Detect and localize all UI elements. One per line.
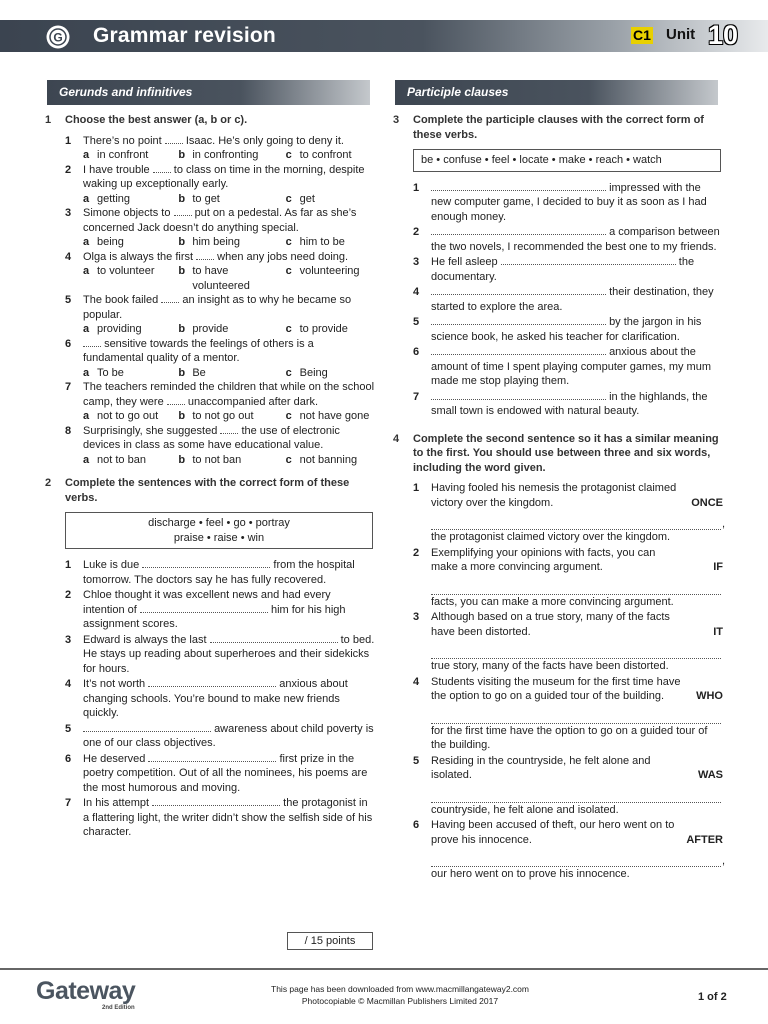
- question-item: [45, 337, 375, 366]
- exercise-2-list: [45, 558, 375, 840]
- option-c[interactable]: [286, 366, 375, 381]
- answer-blank[interactable]: [152, 796, 280, 806]
- answer-blank[interactable]: [220, 424, 238, 434]
- option-letter: a: [83, 192, 90, 205]
- option-c[interactable]: [286, 453, 375, 468]
- question-item: [393, 345, 723, 389]
- option-text: to not ban: [192, 453, 242, 466]
- option-a[interactable]: [83, 453, 178, 468]
- question-text: awareness about child poverty is one of our class objectives.: [83, 722, 374, 749]
- question-number: 6: [65, 752, 72, 765]
- unit-label: Unit: [666, 26, 696, 43]
- option-b[interactable]: [178, 148, 285, 163]
- brand-edition: 2nd Edition: [102, 1005, 135, 1011]
- question-number: 5: [413, 754, 420, 767]
- page-number: 1 of 2: [698, 991, 727, 1003]
- completion-text: facts, you can make a more convincing argument.: [431, 595, 674, 608]
- gear-logo-icon: [45, 24, 71, 50]
- question-item: [45, 796, 375, 840]
- key-word: IT: [713, 625, 723, 638]
- key-word: IF: [713, 561, 723, 573]
- key-word: WHO: [696, 690, 723, 702]
- option-text: providing: [97, 323, 142, 335]
- question-text: anxious about changing schools. You’re bound to make new friends quickly.: [83, 678, 348, 719]
- option-c[interactable]: [286, 148, 375, 163]
- question-number: 4: [65, 678, 72, 690]
- question-item: [45, 293, 375, 322]
- question-text: from the hospital tomorrow. The doctors say he has fully recovered.: [83, 559, 355, 586]
- option-c[interactable]: [286, 409, 375, 424]
- question-number: 5: [65, 722, 72, 735]
- answer-blank[interactable]: [431, 315, 606, 325]
- option-text: to confront: [299, 149, 352, 161]
- option-letter: b: [178, 265, 186, 277]
- exercise-1-list: [45, 134, 375, 468]
- answer-line[interactable]: [431, 516, 725, 530]
- question-number: 8: [65, 424, 72, 437]
- option-text: in confronting: [192, 149, 259, 161]
- option-text: to not go out: [192, 410, 254, 422]
- answer-blank[interactable]: [431, 390, 606, 400]
- question-item: [45, 722, 375, 751]
- answer-blank[interactable]: [167, 395, 185, 405]
- completion-text: true story, many of the facts have been distorted.: [431, 660, 669, 672]
- answer-blank[interactable]: [196, 250, 214, 260]
- option-text: not have gone: [299, 410, 370, 422]
- answer-blank[interactable]: [142, 558, 270, 568]
- question-text: in the highlands, the small town is endowed with natural beauty.: [431, 390, 708, 417]
- option-letter: b: [178, 236, 186, 248]
- section-title-gerunds: Gerunds and infinitives: [47, 80, 370, 105]
- option-letter: c: [285, 323, 292, 335]
- exercise-2-word-box: discharge • feel • go • portray praise • raise • win: [65, 512, 373, 549]
- answer-blank[interactable]: [210, 633, 338, 643]
- question-number: 5: [65, 294, 72, 306]
- left-column: [45, 113, 375, 841]
- sentence-text: Having been accused of theft, our hero went on to prove his innocence.: [431, 819, 675, 846]
- question-number: 2: [65, 163, 72, 176]
- answer-blank[interactable]: [148, 752, 276, 762]
- answer-line[interactable]: [431, 710, 721, 724]
- exercise-4-list: [393, 481, 723, 882]
- option-text: not banning: [299, 453, 358, 466]
- answer-blank[interactable]: [501, 255, 676, 265]
- question-item: [45, 206, 375, 235]
- option-letter: a: [83, 265, 90, 277]
- question-number: 1: [65, 559, 72, 571]
- key-word: AFTER: [686, 833, 723, 846]
- option-letter: a: [83, 453, 90, 466]
- source-sentence: [431, 754, 723, 783]
- option-text: volunteering: [299, 265, 360, 277]
- option-text: him being: [192, 236, 241, 248]
- question-number: 6: [413, 819, 420, 831]
- question-text: Simone objects to: [83, 207, 171, 219]
- question-text: anxious about the amount of time I spent playing computer games, my mum made me stop playing them.: [431, 346, 712, 387]
- question-number: 6: [413, 346, 420, 358]
- question-item: [393, 181, 723, 225]
- option-a[interactable]: [83, 148, 178, 163]
- exercise-3-instruction: 3 Complete the participle clauses with the correct form of these verbs.: [393, 114, 704, 141]
- answer-blank[interactable]: [431, 225, 606, 235]
- option-text: Be: [192, 366, 206, 379]
- question-number: 2: [413, 546, 420, 559]
- option-letter: a: [83, 149, 90, 161]
- option-text: provide: [192, 323, 229, 335]
- question-number: 1: [413, 482, 420, 494]
- level-badge: C1: [633, 27, 651, 43]
- question-number: 3: [65, 633, 72, 646]
- exercise-3-list: [393, 181, 723, 419]
- question-number: 2: [65, 589, 72, 601]
- question-item: [393, 390, 723, 419]
- question-item: [393, 315, 723, 344]
- option-letter: a: [83, 410, 90, 422]
- source-sentence: [431, 675, 723, 704]
- question-text: the use of electronic devices in class as some have educational value.: [83, 424, 340, 451]
- answer-options: [45, 148, 375, 163]
- logo-letter: G: [53, 30, 63, 45]
- question-item: [45, 558, 375, 587]
- option-text: to volunteer: [97, 265, 155, 277]
- question-item: [393, 255, 723, 284]
- question-text: The teachers reminded the children that while on the school camp, they were: [83, 381, 375, 408]
- question-number: 1: [413, 181, 420, 194]
- question-text: impressed with the new computer game, I decided to buy it as soon as I had enough money.: [431, 181, 707, 223]
- option-letter: c: [285, 366, 292, 379]
- question-text: Olga is always the first: [83, 250, 194, 263]
- question-text: a comparison between the two novels, I recommended the best one to my friends.: [431, 226, 720, 253]
- question-number: 4: [413, 286, 420, 298]
- answer-options: [45, 235, 375, 250]
- answer-blank[interactable]: [83, 722, 211, 732]
- answer-blank[interactable]: [161, 293, 179, 303]
- footer-divider: [0, 968, 768, 970]
- question-text: It’s not worth: [83, 678, 146, 690]
- option-a[interactable]: [83, 322, 178, 337]
- answer-line[interactable]: [431, 645, 721, 659]
- completion-text: our hero went on to prove his innocence.: [431, 868, 630, 880]
- question-text: first prize in the poetry competition. Out of all the nominees, his poems are the most humorous and moving.: [83, 752, 368, 794]
- comma: ,: [721, 518, 725, 530]
- question-item: [45, 588, 375, 632]
- question-item: [393, 225, 723, 254]
- transformation-item: [393, 610, 723, 674]
- option-text: to provide: [299, 323, 348, 335]
- question-item: [393, 285, 723, 314]
- answer-blank[interactable]: [431, 285, 606, 295]
- option-letter: b: [178, 149, 186, 161]
- option-text: get: [299, 192, 315, 205]
- question-number: 1: [65, 134, 72, 147]
- question-text: He deserved: [83, 752, 146, 765]
- option-letter: c: [285, 149, 292, 161]
- completion-text: the protagonist claimed victory over the kingdom.: [431, 531, 671, 543]
- question-item: [45, 134, 375, 149]
- option-b[interactable]: [178, 235, 285, 250]
- option-text: to have volunteered: [192, 265, 250, 292]
- option-a[interactable]: [83, 366, 178, 381]
- option-letter: a: [83, 366, 90, 379]
- question-number: 7: [65, 797, 72, 809]
- question-text: Edward is always the last: [83, 633, 207, 646]
- question-item: [45, 250, 375, 265]
- transformation-item: [393, 754, 723, 818]
- question-text: The book failed: [83, 294, 159, 306]
- option-letter: b: [178, 192, 186, 205]
- question-text: sensitive towards the feelings of others is a fundamental quality of a mentor.: [83, 337, 314, 364]
- question-number: 4: [65, 250, 72, 263]
- answer-blank[interactable]: [83, 337, 101, 347]
- answer-blank[interactable]: [140, 603, 268, 613]
- question-number: 3: [413, 611, 420, 623]
- option-a[interactable]: [83, 235, 178, 250]
- question-item: [45, 380, 375, 409]
- question-item: [45, 424, 375, 453]
- source-sentence: [431, 610, 723, 639]
- key-word: WAS: [697, 769, 723, 781]
- option-b[interactable]: [178, 264, 285, 293]
- option-letter: c: [285, 192, 292, 205]
- key-word: ONCE: [691, 496, 723, 509]
- option-c[interactable]: [286, 192, 375, 207]
- option-c[interactable]: [286, 322, 375, 337]
- question-text: the documentary.: [431, 256, 695, 283]
- answer-blank[interactable]: [153, 163, 171, 173]
- option-text: Being: [299, 366, 328, 379]
- transformation-item: [393, 481, 723, 545]
- question-text: him for his high assignment scores.: [83, 603, 346, 630]
- question-text: the protagonist in a flattering light, the writer didn’t show the selfish side of his character.: [83, 797, 373, 838]
- answer-line[interactable]: [431, 789, 721, 803]
- question-text: by the jargon in his science book, he asked his teacher for clarification.: [431, 316, 702, 343]
- answer-blank[interactable]: [174, 206, 192, 216]
- option-a[interactable]: [83, 192, 178, 207]
- question-number: 3: [413, 256, 420, 268]
- option-letter: c: [285, 453, 292, 466]
- source-sentence: [431, 818, 723, 847]
- option-text: him to be: [299, 236, 345, 248]
- option-letter: a: [83, 323, 90, 335]
- transformation-item: [393, 675, 723, 753]
- brand-logo: Gateway: [36, 977, 136, 1005]
- question-text: He fell asleep: [431, 256, 498, 268]
- exercise-3-word-box: be • confuse • feel • locate • make • reach • watch: [413, 149, 721, 172]
- question-item: [45, 752, 375, 796]
- answer-options: [45, 322, 375, 337]
- option-text: not to go out: [97, 410, 159, 422]
- sentence-text: Although based on a true story, many of the facts have been distorted.: [431, 611, 670, 638]
- exercise-1-instruction: 1 Choose the best answer (a, b or c).: [45, 114, 248, 126]
- score-box: / 15 points: [287, 932, 373, 950]
- option-letter: a: [83, 236, 90, 248]
- answer-blank[interactable]: [165, 134, 183, 144]
- question-number: 7: [65, 381, 72, 393]
- option-a[interactable]: [83, 409, 178, 424]
- transformation-item: [393, 818, 723, 882]
- question-number: 6: [65, 337, 72, 350]
- right-column: [393, 113, 723, 883]
- option-c[interactable]: [286, 264, 375, 293]
- completion-text: countryside, he felt alone and isolated.: [431, 803, 619, 816]
- question-text: Chloe thought it was excellent news and had every intention of: [83, 589, 331, 616]
- option-letter: c: [285, 236, 292, 248]
- option-b[interactable]: [178, 366, 285, 381]
- option-letter: b: [178, 323, 186, 335]
- question-text: I have trouble: [83, 163, 150, 176]
- option-b[interactable]: [178, 322, 285, 337]
- answer-options: [45, 409, 375, 424]
- question-text: Isaac. He’s only going to deny it.: [185, 134, 344, 147]
- option-text: being: [97, 236, 124, 248]
- footer-credits: [230, 983, 570, 1007]
- option-letter: b: [178, 453, 186, 466]
- option-letter: b: [178, 366, 186, 379]
- question-item: [45, 677, 375, 721]
- option-b[interactable]: [178, 409, 285, 424]
- completion-text: for the first time have the option to go on a guided tour of the building.: [431, 724, 708, 751]
- sentence-text: Residing in the countryside, he felt alone and isolated.: [431, 754, 651, 781]
- option-letter: c: [285, 265, 292, 277]
- question-text: to class on time in the morning, despite waking up exceptionally early.: [83, 163, 365, 190]
- exercise-2-instruction: 2 Complete the sentences with the correct form of these verbs.: [45, 477, 350, 504]
- question-number: 3: [65, 207, 72, 219]
- option-text: to get: [192, 192, 220, 205]
- sentence-text: Exemplifying your opinions with facts, you can make a more convincing argument.: [431, 546, 656, 573]
- question-text: Surprisingly, she suggested: [83, 424, 218, 437]
- question-text: an insight as to why he became so popular.: [83, 294, 352, 321]
- answer-blank[interactable]: [148, 677, 276, 687]
- answer-line[interactable]: [431, 853, 725, 867]
- question-text: put on a pedestal. As far as she’s concerned Jack doesn’t do anything special.: [83, 207, 357, 234]
- question-item: [45, 163, 375, 192]
- copyright-notice: Photocopiable © Macmillan Publishers Limited 2017: [301, 996, 499, 1006]
- exercise-4-instruction: 4 Complete the second sentence so it has a similar meaning to the first. You should use between three and six words, including the word given.: [393, 432, 719, 474]
- question-text: when any jobs need doing.: [217, 250, 349, 263]
- option-text: To be: [97, 366, 124, 379]
- option-text: getting: [97, 192, 131, 205]
- option-letter: b: [178, 410, 186, 422]
- option-text: in confront: [97, 149, 149, 161]
- comma: ,: [721, 855, 725, 867]
- transformation-item: [393, 546, 723, 610]
- option-a[interactable]: [83, 264, 178, 293]
- page-header: [0, 20, 768, 52]
- question-text: In his attempt: [83, 797, 150, 809]
- option-b[interactable]: [178, 453, 285, 468]
- source-sentence: [431, 546, 723, 575]
- option-letter: c: [285, 410, 292, 422]
- option-c[interactable]: [286, 235, 375, 250]
- sentence-text: Students visiting the museum for the first time have the option to go on a guided tour of the building.: [431, 675, 681, 702]
- question-text: Luke is due: [83, 559, 140, 571]
- page-title: Grammar revision: [93, 24, 276, 47]
- question-text: There’s no point: [83, 134, 162, 147]
- section-title-participle: Participle clauses: [395, 80, 718, 105]
- question-text: to bed. He stays up reading about superheroes and their sidekicks for hours.: [83, 633, 375, 675]
- answer-options: [45, 192, 375, 207]
- option-b[interactable]: [178, 192, 285, 207]
- answer-blank[interactable]: [431, 181, 606, 191]
- question-number: 2: [413, 226, 420, 238]
- answer-options: [45, 366, 375, 381]
- answer-options: [45, 264, 375, 293]
- question-item: [45, 633, 375, 677]
- option-text: not to ban: [97, 453, 146, 466]
- question-number: 4: [413, 675, 420, 688]
- question-text: their destination, they started to explore the area.: [431, 286, 714, 313]
- unit-number: 10: [708, 20, 739, 50]
- question-number: 7: [413, 390, 420, 403]
- answer-blank[interactable]: [431, 345, 606, 355]
- source-sentence: [431, 481, 723, 510]
- answer-line[interactable]: [431, 581, 721, 595]
- question-text: unaccompanied after dark.: [187, 395, 319, 408]
- question-number: 5: [413, 316, 420, 328]
- answer-options: [45, 453, 375, 468]
- download-source: This page has been downloaded from www.macmillangateway2.com: [271, 984, 529, 994]
- sentence-text: Having fooled his nemesis the protagonist claimed victory over the kingdom.: [431, 482, 677, 509]
